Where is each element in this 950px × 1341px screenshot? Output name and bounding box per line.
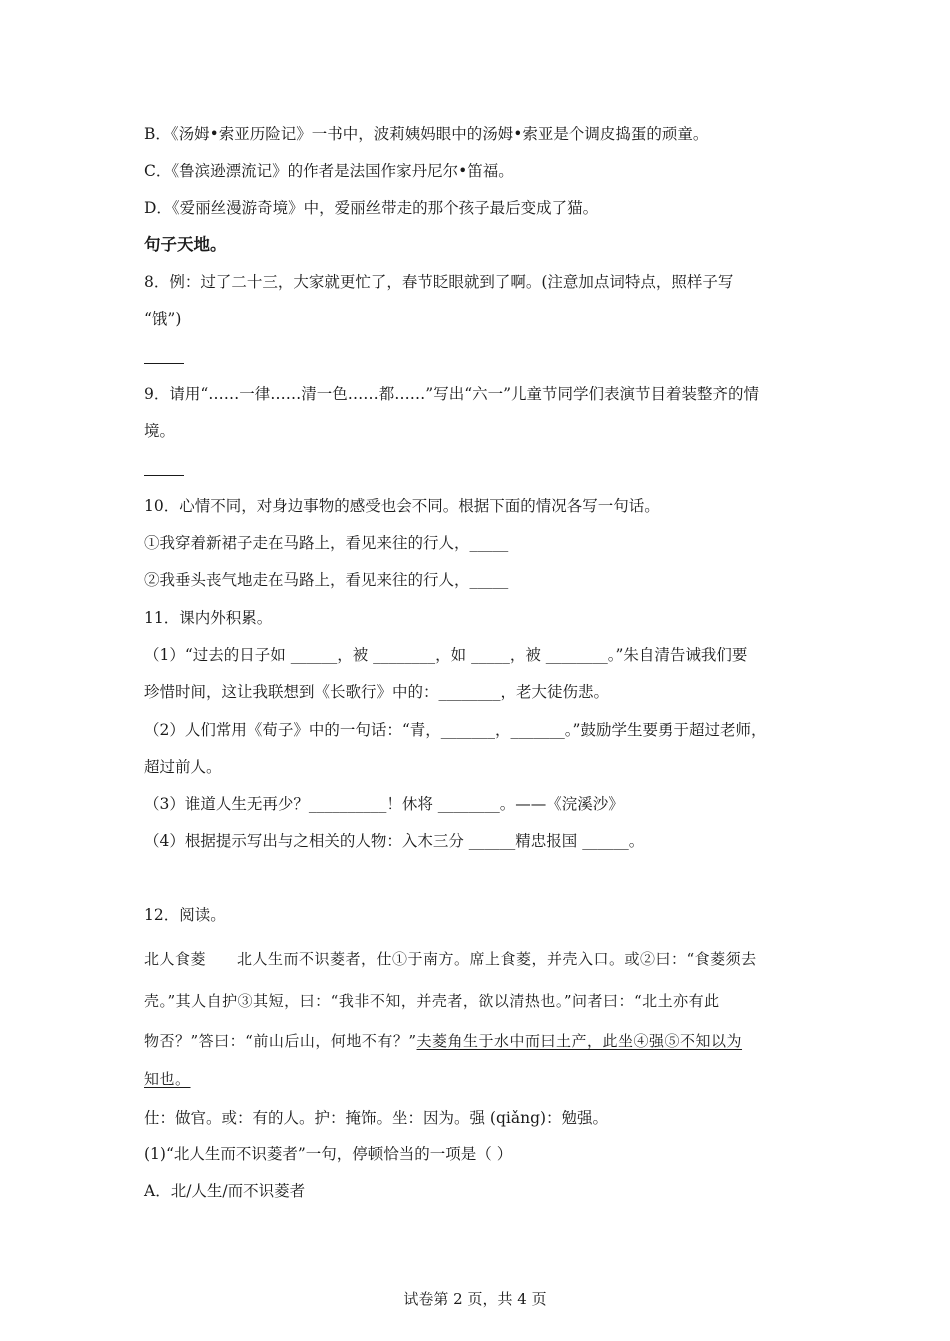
option-d: D．《爱丽丝漫游奇境》中，爱丽丝带走的那个孩子最后变成了猫。 — [144, 199, 599, 217]
q12-passage-line4 — [144, 1069, 191, 1089]
q12-notes: 仕：做官。或：有的人。护：掩饰。坐：因为。强 (qiǎng)：勉强。 — [144, 1109, 609, 1127]
q12-passage-line3-plain: 物否？”答曰：“前山后山，何地不有？” — [144, 1032, 417, 1050]
option-b: B．《汤姆•索亚历险记》一书中，波莉姨妈眼中的汤姆•索亚是个调皮捣蛋的顽童。 — [144, 125, 709, 143]
q11-part2-line2: 超过前人。 — [144, 758, 222, 776]
q11-prompt: 11．课内外积累。 — [144, 609, 273, 627]
q10-prompt: 10．心情不同，对身边事物的感受也会不同。根据下面的情况各写一句话。 — [144, 497, 660, 515]
q9-line2: 境。 — [144, 422, 176, 440]
section-heading: 句子天地。 — [144, 235, 227, 254]
q12-passage-underlined-end: 知也。 — [144, 1070, 191, 1088]
q11-part4: （4）根据提示写出与之相关的人物：入木三分 ______精忠报国 ______。 — [144, 832, 645, 850]
q12-passage-line3 — [144, 1031, 742, 1051]
q11-part2-line1: （2）人们常用《荀子》中的一句话：“青，_______，_______。”鼓励学生要勇于超过老师， — [144, 721, 767, 739]
q8-line1: 8．例：过了二十三，大家就更忙了，春节眨眼就到了啊。(注意加点词特点，照样子写 — [144, 273, 734, 291]
q12-option-a: A．北/人生/而不识菱者 — [144, 1182, 306, 1200]
q8-answer-blank[interactable] — [144, 363, 184, 364]
q10-item1: ①我穿着新裙子走在马路上，看见来往的行人，_____ — [144, 534, 509, 552]
q10-item2: ②我垂头丧气地走在马路上，看见来往的行人，_____ — [144, 571, 509, 589]
page-footer: 试卷第 2 页，共 4 页 — [403, 1290, 547, 1308]
q12-prompt: 12．阅读。 — [144, 906, 226, 924]
q11-part1-line2: 珍惜时间，这让我联想到《长歌行》中的：________，老大徒伤悲。 — [144, 683, 610, 701]
q11-part1-line1: （1）“过去的日子如 ______，被 ________，如 _____，被 ________。”朱自清告诫我们要 — [144, 646, 748, 664]
q12-passage-underlined-sentence: 夫菱角生于水中而曰土产，此坐④强⑤不知以为 — [416, 1032, 743, 1050]
q12-passage-line1: 北人食菱 北人生而不识菱者，仕①于南方。席上食菱，并壳入口。或②曰：“食菱须去 — [144, 950, 757, 968]
option-c: C．《鲁滨逊漂流记》的作者是法国作家丹尼尔•笛福。 — [144, 162, 514, 180]
q12-sub1: (1)“北人生而不识菱者”一句，停顿恰当的一项是（ ） — [144, 1145, 513, 1163]
q11-part3: （3）谁道人生无再少？__________！休将 ________。——《浣溪沙》 — [144, 795, 624, 813]
q8-line2: “饿”) — [144, 310, 182, 328]
q12-passage-line2: 壳。”其人自护③其短，曰：“我非不知，并壳者，欲以清热也。”问者曰：“北土亦有此 — [144, 992, 720, 1010]
q9-line1: 9．请用“……一律……清一色……都……”写出“六一”儿童节同学们表演节目着装整齐的情 — [144, 385, 760, 403]
q9-answer-blank[interactable] — [144, 475, 184, 476]
